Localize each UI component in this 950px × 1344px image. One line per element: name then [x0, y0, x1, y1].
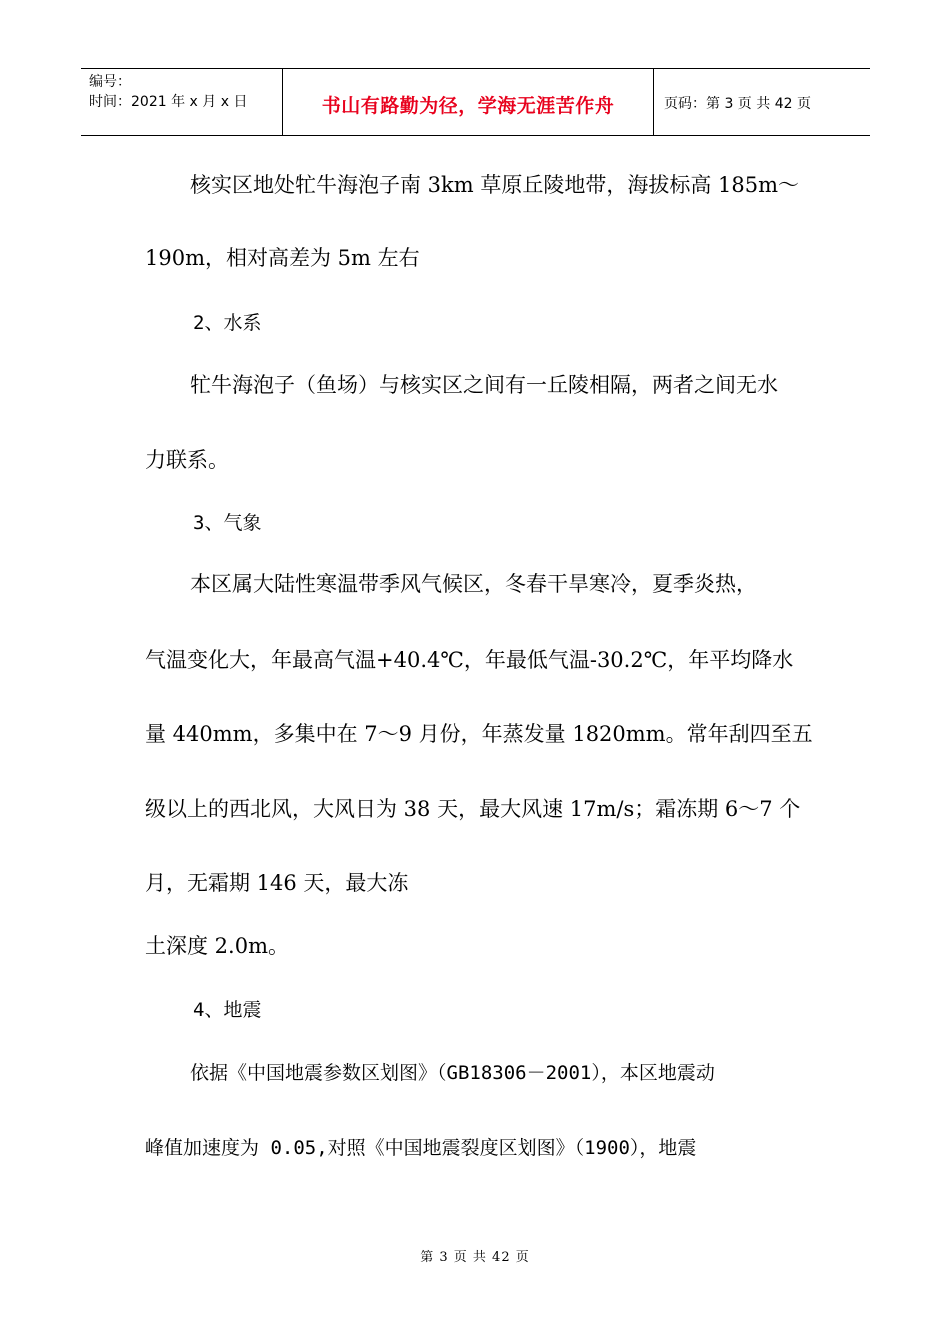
paragraph-line: 力联系。 — [145, 448, 229, 472]
paragraph-line: 本区属大陆性寒温带季风气候区，冬春干旱寒冷，夏季炎热， — [190, 572, 757, 596]
paragraph-line: 依据《中国地震参数区划图》（GB18306－2001），本区地震动 — [190, 1062, 715, 1084]
document-header — [81, 68, 870, 136]
document-number-label: 编号： — [89, 74, 131, 90]
section-heading-climate: 3、气象 — [193, 512, 262, 534]
header-page-cell — [654, 69, 870, 135]
paragraph-line: 峰值加速度为 0.05,对照《中国地震裂度区划图》（1900），地震 — [145, 1137, 697, 1159]
header-meta-cell — [81, 69, 283, 135]
header-motto-cell — [283, 69, 654, 135]
paragraph-line: 核实区地处牤牛海泡子南 3km 草原丘陵地带，海拔标高 185m～ — [190, 173, 800, 197]
page-footer: 第 3 页 共 42 页 — [420, 1250, 530, 1265]
document-time-label: 时间：2021 年 x 月 x 日 — [89, 94, 248, 110]
paragraph-line: 级以上的西北风，大风日为 38 天，最大风速 17m/s；霜冻期 6～7 个 — [145, 797, 801, 821]
header-page-info: 页码：第 3 页 共 42 页 — [664, 96, 811, 112]
section-heading-hydrology: 2、水系 — [193, 312, 262, 334]
paragraph-line: 牤牛海泡子（鱼场）与核实区之间有一丘陵相隔，两者之间无水 — [190, 373, 778, 397]
paragraph-line: 量 440mm，多集中在 7～9 月份，年蒸发量 1820mm。常年刮四至五 — [145, 722, 813, 746]
header-motto: 书山有路勤为径，学海无涯苦作舟 — [321, 94, 615, 117]
paragraph-line: 月，无霜期 146 天，最大冻 — [145, 871, 409, 895]
paragraph-line: 土深度 2.0m。 — [145, 934, 289, 958]
paragraph-line: 190m，相对高差为 5m 左右 — [145, 246, 420, 270]
paragraph-line: 气温变化大，年最高气温+40.4℃，年最低气温-30.2℃，年平均降水 — [145, 648, 794, 672]
section-heading-earthquake: 4、地震 — [193, 999, 262, 1021]
